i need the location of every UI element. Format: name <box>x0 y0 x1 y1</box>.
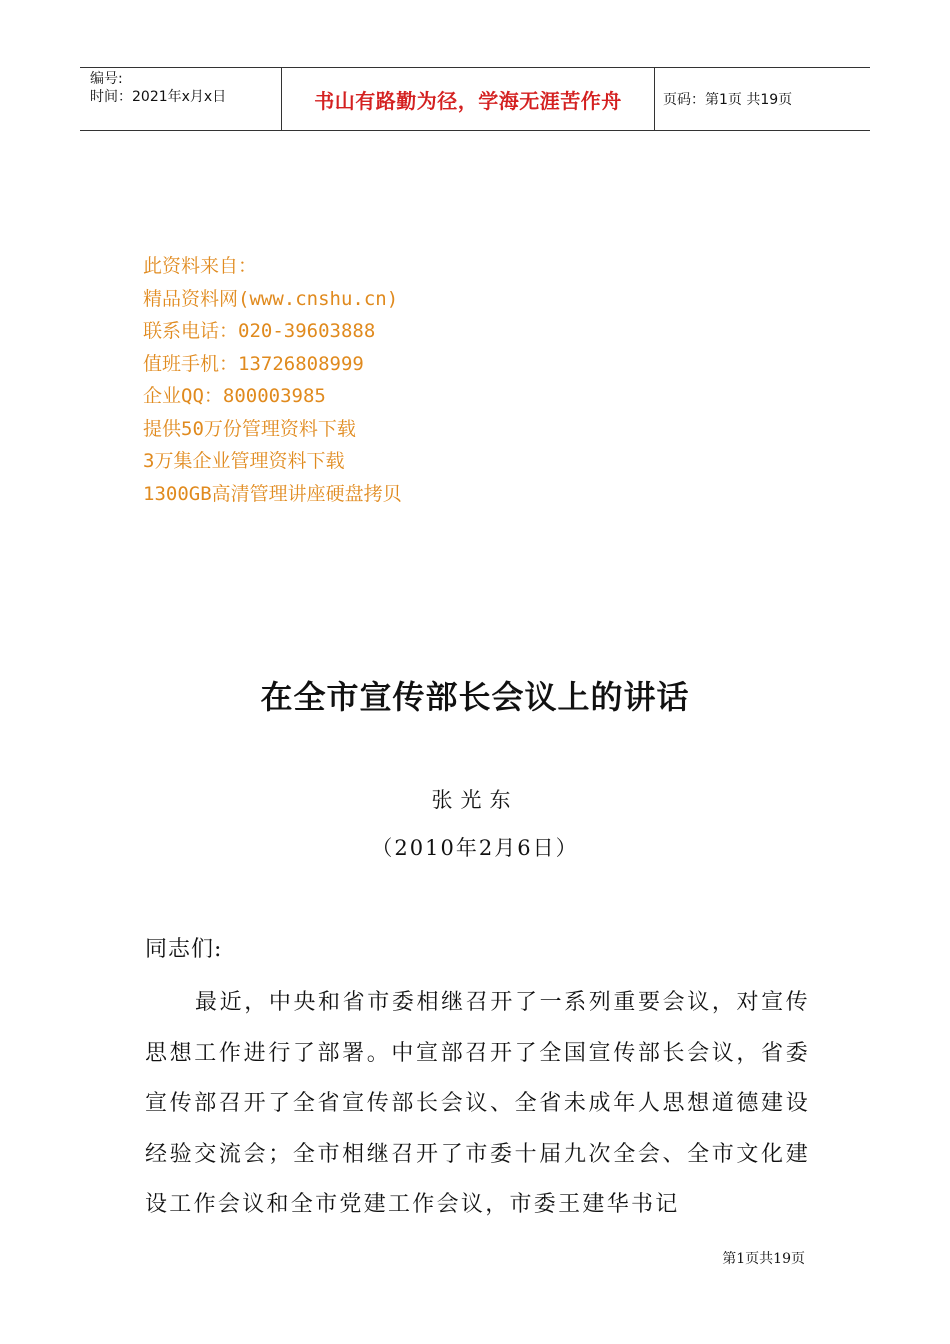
header-page-info: 页码：第1页 共19页 <box>663 92 793 108</box>
time-label: 时间：2021年x月x日 <box>90 89 227 105</box>
footer-page-info: 第1页共19页 <box>722 1251 805 1267</box>
header-motto-cell <box>282 68 655 130</box>
document-header <box>80 67 870 131</box>
document-date: （2010年2月6日） <box>371 836 579 860</box>
source-line: 此资料来自： <box>143 255 258 277</box>
source-line: 联系电话：020-39603888 <box>143 320 376 342</box>
greeting: 同志们: <box>145 937 223 962</box>
source-line: 1300GB高清管理讲座硬盘拷贝 <box>143 482 402 505</box>
source-info-block <box>143 250 402 510</box>
header-page-cell <box>655 68 870 130</box>
number-label: 编号: <box>90 71 123 87</box>
source-line: 3万集企业管理资料下载 <box>143 450 345 472</box>
document-title: 在全市宣传部长会议上的讲话 <box>260 678 690 716</box>
document-author: 张光东 <box>431 788 519 812</box>
source-line: 提供50万份管理资料下载 <box>143 417 356 440</box>
body-paragraph: 最近，中央和省市委相继召开了一系列重要会议，对宣传思想工作进行了部署。中宣部召开了全国宣传部长会议，省委宣传部召开了全省宣传部长会议、全省未成年人思想道德建设经验交流会；全市相继召开了市委十届九次全会、全市文化建设工作会议和全市党建工作会议，市委王建华书记 <box>145 990 810 1217</box>
header-meta <box>80 68 282 130</box>
source-line: 企业QQ：800003985 <box>143 385 326 407</box>
source-line: 值班手机：13726808999 <box>143 352 364 375</box>
source-line: 精品资料网(www.cnshu.cn) <box>143 287 399 310</box>
motto-text: 书山有路勤为径，学海无涯苦作舟 <box>314 88 622 113</box>
